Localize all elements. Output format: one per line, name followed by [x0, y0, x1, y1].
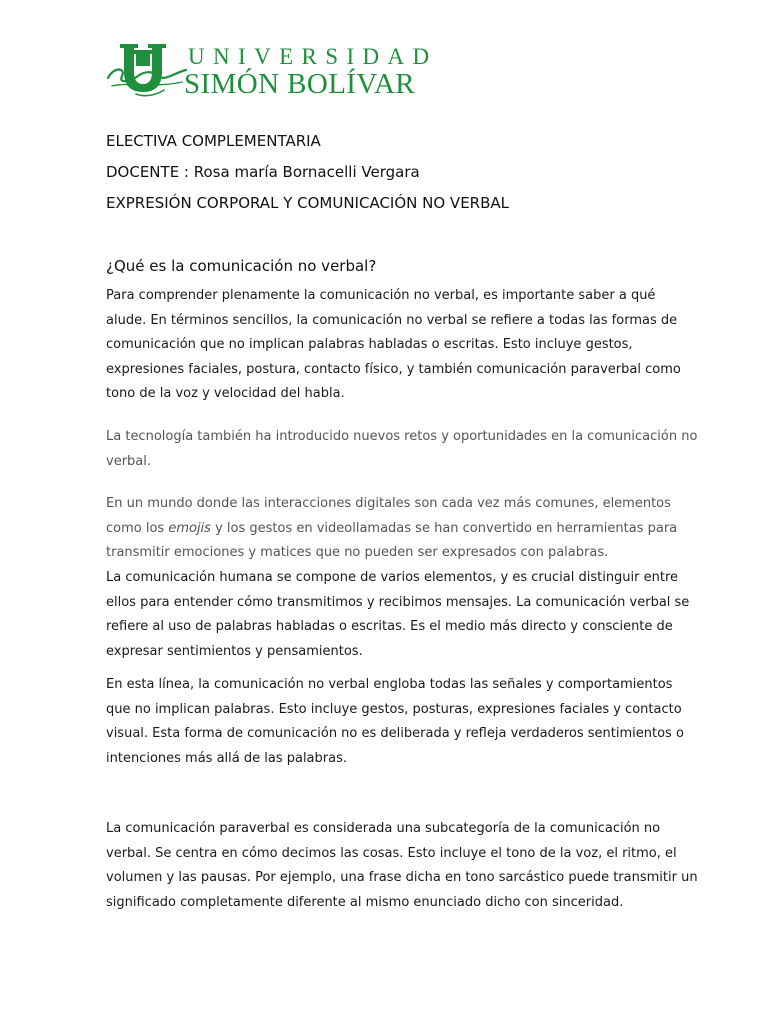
paragraph-line: La comunicación humana se compone de varios elementos, y es crucial distinguir entre	[106, 570, 679, 585]
paragraph-line: tono de la voz y velocidad del habla.	[106, 386, 345, 402]
paragraph-human-communication	[106, 566, 690, 664]
paragraph-definition	[106, 284, 681, 407]
topic-title: EXPRESIÓN CORPORAL Y COMUNICACIÓN NO VERBAL	[106, 194, 510, 212]
paragraph-line: ellos para entender cómo transmitimos y recibimos mensajes. La comunicación verbal se	[106, 594, 690, 610]
paragraph-line: transmitir emociones y matices que no pueden ser expresados con palabras.	[106, 545, 609, 561]
logo-word-universidad: UNIVERSIDAD	[188, 44, 438, 69]
paragraph-line: En un mundo donde las interacciones digitales son cada vez más comunes, elementos	[106, 496, 671, 511]
university-logo	[106, 42, 438, 102]
paragraph-line: Para comprender plenamente la comunicación no verbal, es importante saber a qué	[106, 288, 656, 303]
university-emblem-icon	[106, 42, 190, 100]
paragraph-technology	[106, 425, 698, 474]
paragraph-line: La tecnología también ha introducido nuevos retos y oportunidades en la comunicación no	[106, 429, 698, 444]
course-title: ELECTIVA COMPLEMENTARIA	[106, 132, 321, 150]
emphasis-emojis: emojis	[168, 520, 211, 536]
paragraph-line: En esta línea, la comunicación no verbal engloba todas las señales y comportamientos	[106, 677, 673, 692]
paragraph-text: y los gestos en videollamadas se han convertido en herramientas para	[210, 520, 678, 536]
paragraph-line: comunicación que no implican palabras habladas o escritas. Esto incluye gestos,	[106, 337, 633, 353]
paragraph-line	[106, 517, 678, 542]
paragraph-paraverbal	[106, 817, 698, 915]
paragraph-line: alude. En términos sencillos, la comunicación no verbal se refiere a todas las formas de	[106, 312, 678, 328]
paragraph-line: visual. Esta forma de comunicación no es deliberada y refleja verdaderos sentimientos o	[106, 726, 684, 742]
paragraph-line: intenciones más allá de las palabras.	[106, 750, 347, 766]
paragraph-line: verbal. Se centra en cómo decimos las cosas. Esto incluye el tono de la voz, el ritmo, el	[106, 845, 677, 861]
paragraph-line: refiere al uso de palabras habladas o escritas. Es el medio más directo y consciente de	[106, 619, 673, 635]
paragraph-line: La comunicación paraverbal es considerada una subcategoría de la comunicación no	[106, 821, 661, 836]
instructor-line: DOCENTE : Rosa maría Bornacelli Vergara	[106, 163, 420, 181]
paragraph-digital-world	[106, 492, 678, 566]
paragraph-line: verbal.	[106, 453, 151, 469]
paragraph-line: significado completamente diferente al mismo enunciado dicho con sinceridad.	[106, 894, 624, 910]
paragraph-line: volumen y las pausas. Por ejemplo, una frase dicha en tono sarcástico puede transmitir un	[106, 870, 698, 886]
paragraph-line: expresiones faciales, postura, contacto físico, y también comunicación paraverbal como	[106, 361, 681, 377]
paragraph-nonverbal-signals	[106, 673, 684, 771]
logo-word-simon-bolivar: SIMÓN BOLÍVAR	[184, 68, 416, 100]
paragraph-line: que no implican palabras. Esto incluye gestos, posturas, expresiones faciales y contacto	[106, 701, 682, 717]
section-heading: ¿Qué es la comunicación no verbal?	[106, 257, 377, 275]
paragraph-text: como los	[106, 520, 169, 536]
paragraph-line: expresar sentimientos y pensamientos.	[106, 643, 363, 659]
